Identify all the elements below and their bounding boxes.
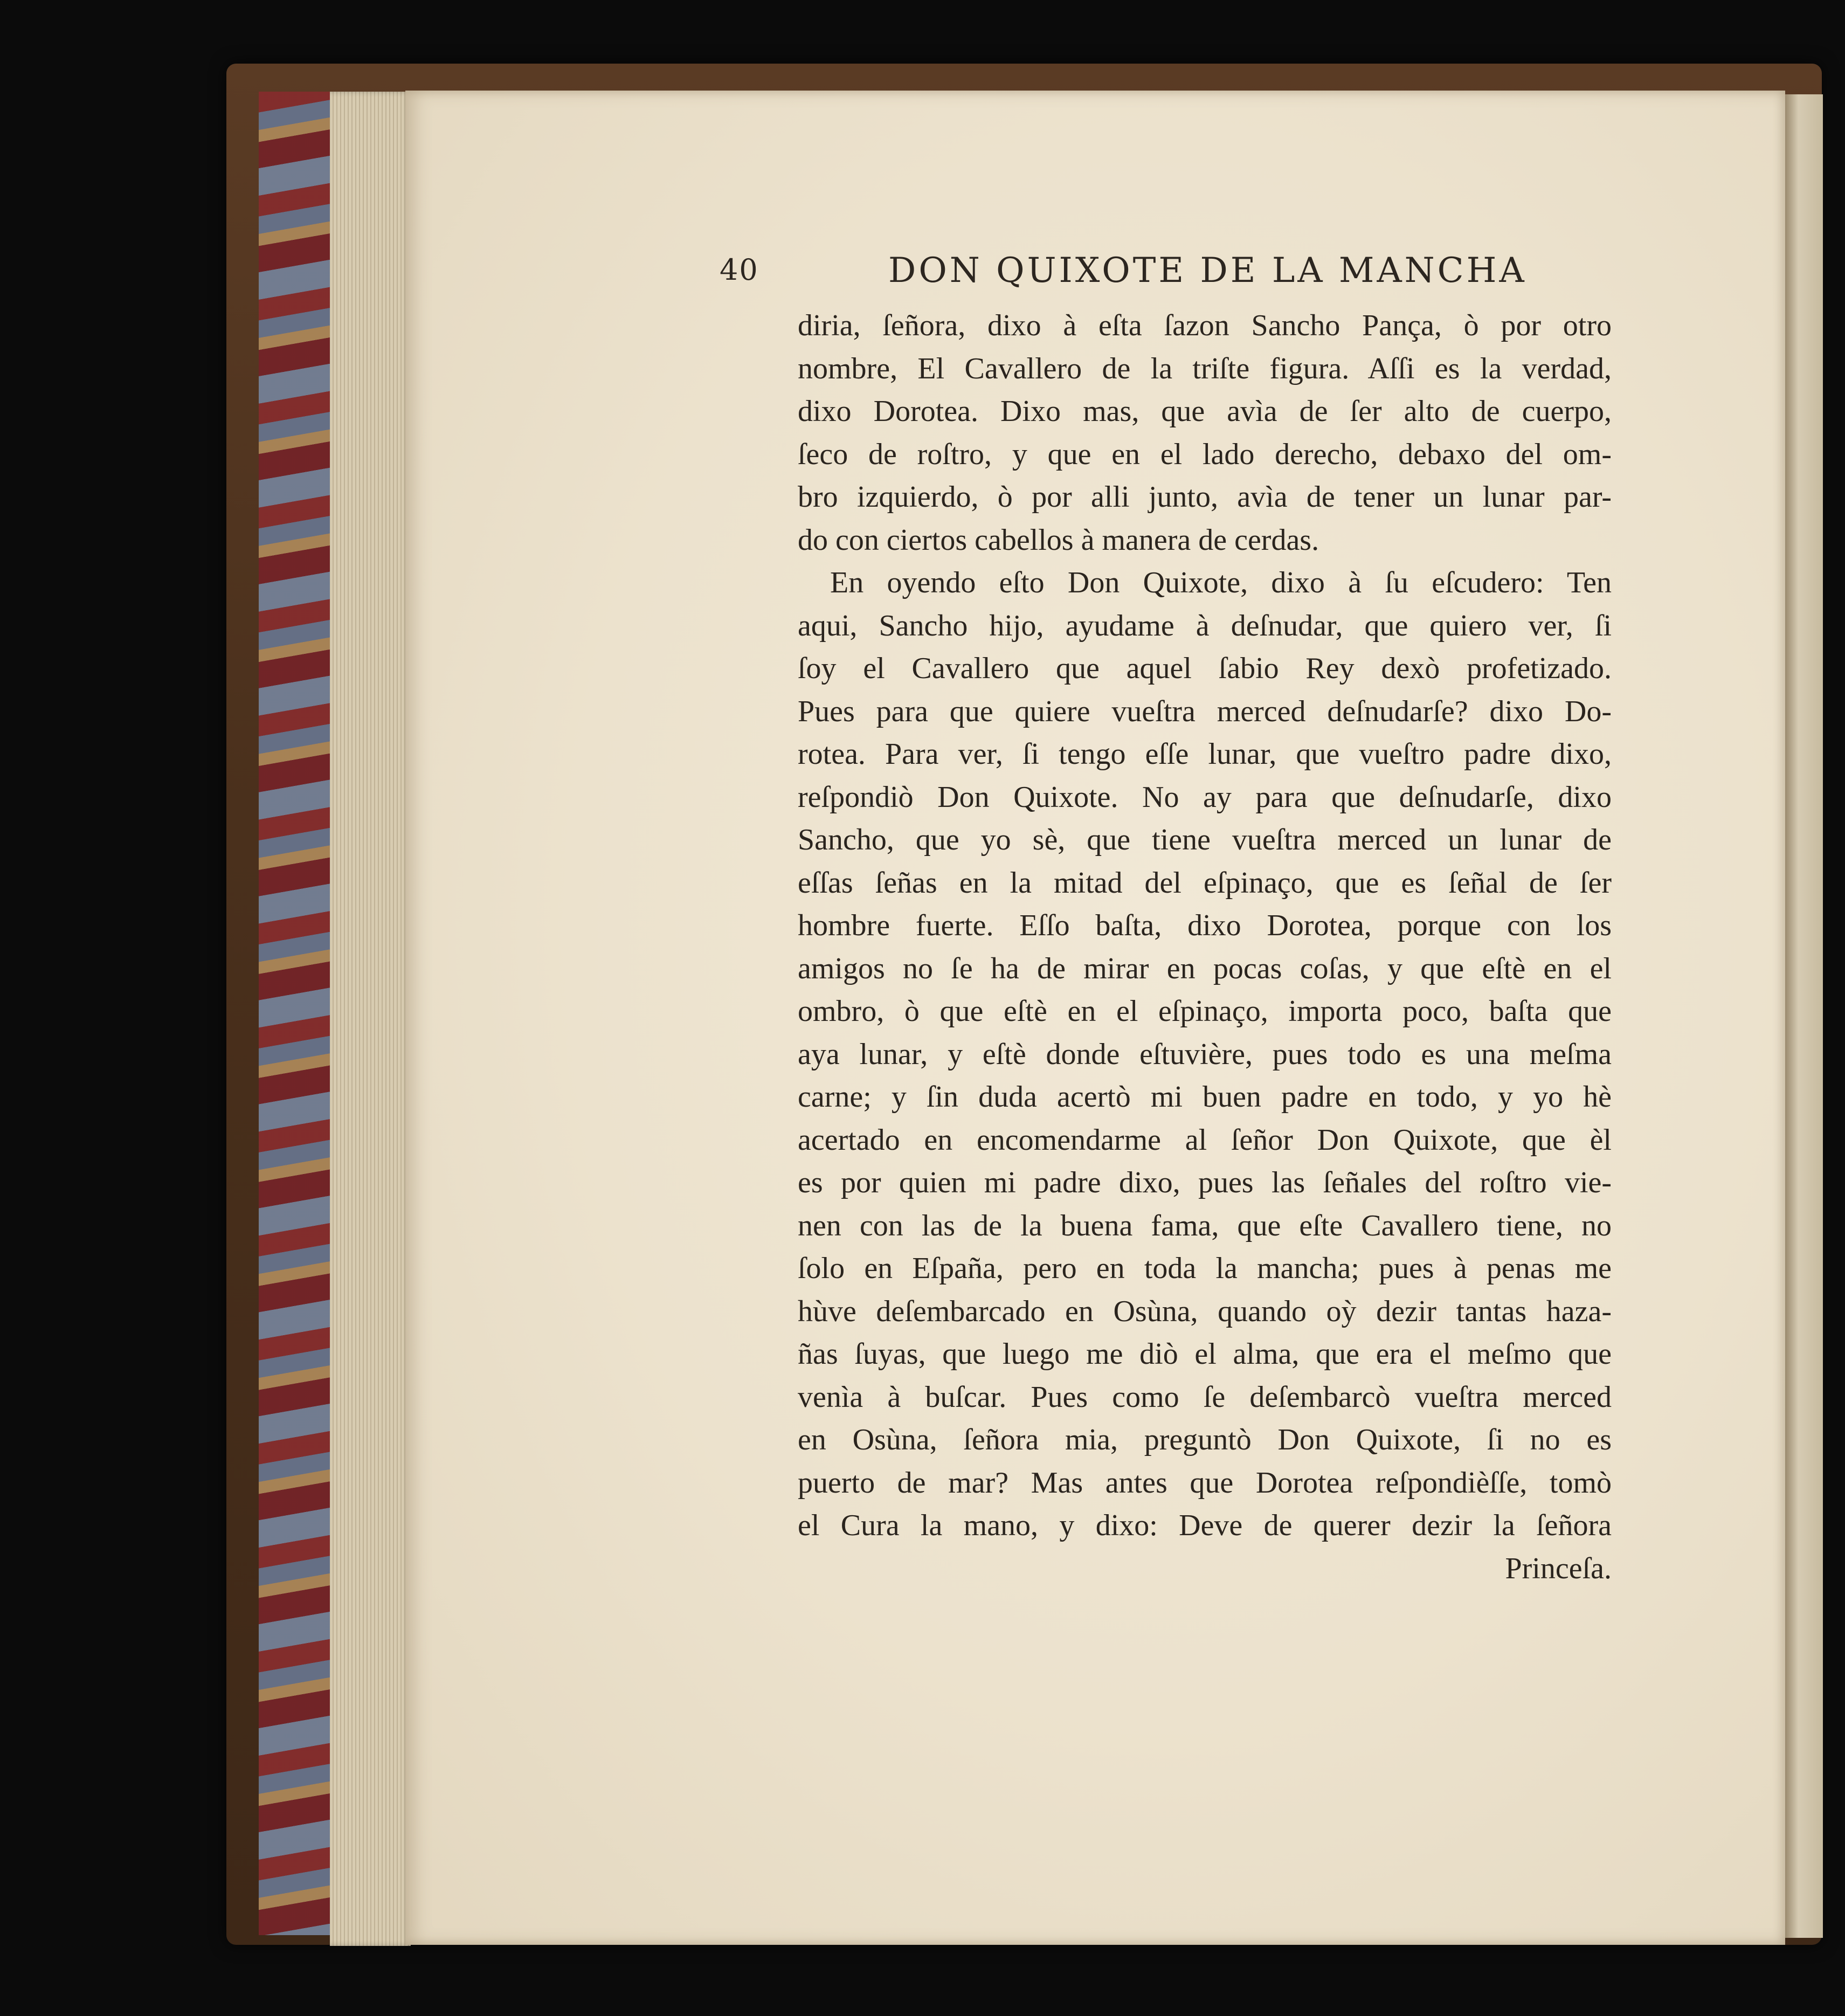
- text-line: amigos no ſe ha de mirar en pocas coſas, y que eſtè en el: [798, 951, 1612, 985]
- text-line: ombro, ò que eſtè en el eſpinaço, importa poco, baſta que: [798, 995, 1612, 1028]
- text-line: nombre, El Cavallero de la triſte figura. Aſſi es la verdad,: [798, 351, 1612, 385]
- body-text: [798, 305, 1612, 1590]
- text-line: puerto de mar? Mas antes que Dorotea reſpondièſſe, tomò: [798, 1466, 1612, 1500]
- text-line: venìa à buſcar. Pues como ſe deſembarcò vueſtra merced: [798, 1380, 1612, 1414]
- text-line: en Osùna, ſeñora mia, preguntò Don Quixote, ſi no es: [798, 1423, 1612, 1456]
- text-line: aya lunar, y eſtè donde eſtuvière, pues todo es una meſma: [798, 1037, 1612, 1071]
- text-line: ſolo en Eſpaña, pero en toda la mancha; pues à penas me: [798, 1252, 1612, 1285]
- text-line: Sancho, que yo sè, que tiene vueſtra merced un lunar de: [798, 823, 1612, 857]
- text-line: do con ciertos cabellos à manera de cerdas.: [798, 523, 1319, 557]
- text-line: eſſas ſeñas en la mitad del eſpinaço, que es ſeñal de ſer: [798, 866, 1612, 900]
- text-line: bro izquierdo, ò por alli junto, avìa de tener un lunar par-: [798, 480, 1612, 514]
- text-line: acertado en encomendarme al ſeñor Don Quixote, que èl: [798, 1123, 1612, 1157]
- text-line: hùve deſembarcado en Osùna, quando oỳ dezir tantas haza-: [798, 1294, 1612, 1328]
- text-line: reſpondiò Don Quixote. No ay para que deſnudarſe, dixo: [798, 780, 1612, 814]
- page-number: 40: [720, 253, 759, 287]
- text-line: aqui, Sancho hijo, ayudame à deſnudar, que quiero ver, ſi: [798, 609, 1612, 643]
- text-line: dixo Dorotea. Dixo mas, que avìa de ſer alto de cuerpo,: [798, 395, 1612, 428]
- text-line: carne; y ſin duda acertò mi buen padre en todo, y yo hè: [798, 1080, 1612, 1114]
- text-line: En oyendo eſto Don Quixote, dixo à ſu eſcudero: Ten: [830, 566, 1612, 599]
- text-line: ſeco de roſtro, y que en el lado derecho, debaxo del om-: [798, 437, 1612, 471]
- text-line: es por quien mi padre dixo, pues las ſeñales del roſtro vie-: [798, 1166, 1612, 1199]
- text-line: rotea. Para ver, ſi tengo eſſe lunar, que vueſtro padre dixo,: [798, 737, 1612, 771]
- text-line: Pues para que quiere vueſtra merced deſnudarſe? dixo Do-: [798, 694, 1612, 728]
- catchword: Princeſa.: [1505, 1551, 1612, 1585]
- text-line: el Cura la mano, y dixo: Deve de querer dezir la ſeñora: [798, 1509, 1612, 1542]
- text-line: nen con las de la buena fama, que eſte Cavallero tiene, no: [798, 1209, 1612, 1242]
- text-line: ſoy el Cavallero que aquel ſabio Rey dexò profetizado.: [798, 652, 1612, 685]
- marbled-endpaper: [259, 92, 340, 1935]
- text-line: ñas ſuyas, que luego me diò el alma, que era el meſmo que: [798, 1337, 1612, 1371]
- next-leaf-edge: [1785, 94, 1823, 1938]
- page-header: [720, 251, 1614, 299]
- text-line: hombre fuerte. Eſſo baſta, dixo Dorotea, porque con los: [798, 909, 1612, 942]
- page-edges: [330, 92, 411, 1946]
- text-line: diria, ſeñora, dixo à eſta ſazon Sancho Pança, ò por otro: [798, 309, 1612, 342]
- running-title: DON QUIXOTE DE LA MANCHA: [888, 251, 1527, 291]
